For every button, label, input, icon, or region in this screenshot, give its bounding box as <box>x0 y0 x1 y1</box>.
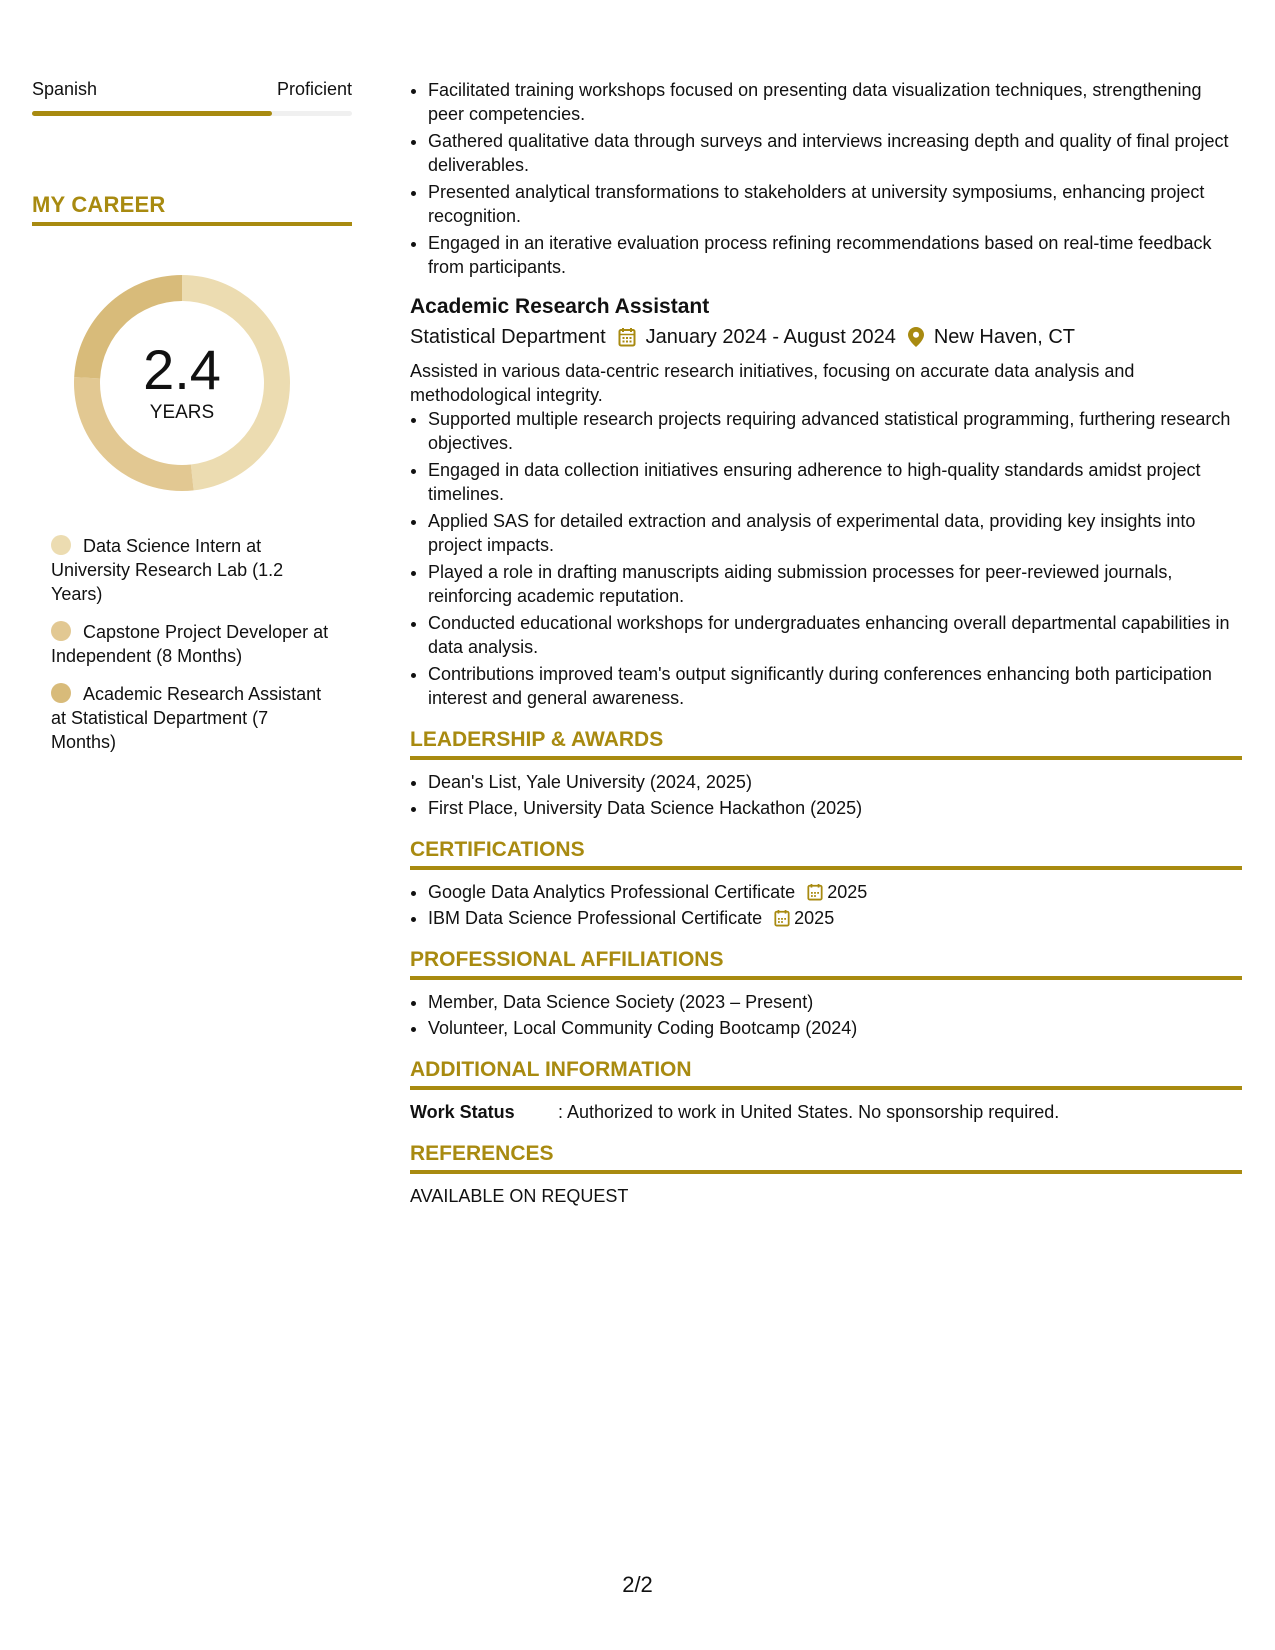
bullet-item: • Applied SAS for detailed extraction and analysis of experimental data, providing key insights into project impacts. <box>428 509 1242 557</box>
career-total-value: 2.4 <box>143 338 221 401</box>
work-status-row <box>410 1100 1242 1124</box>
list-item: • Dean's List, Yale University (2024, 2025) <box>428 770 1242 794</box>
list-item: • Member, Data Science Society (2023 – Present) <box>428 990 1242 1014</box>
certification-item <box>428 880 1242 904</box>
bullet-item: • Supported multiple research projects requiring advanced statistical programming, furthering research objectives. <box>428 407 1242 455</box>
career-total-unit: YEARS <box>149 402 215 423</box>
certifications-list <box>410 880 1242 930</box>
bullet-item: • Presented analytical transformations to stakeholders at university symposiums, enhancing project recognition. <box>428 180 1242 228</box>
calendar-icon <box>618 327 636 347</box>
legend-dot <box>51 621 71 641</box>
certification-year: 2025 <box>827 882 868 902</box>
career-section-title: MY CAREER <box>32 192 352 226</box>
references-section-title: REFERENCES <box>410 1142 1242 1174</box>
legend-label: Data Science Intern at University Research Lab (1.2 Years) <box>51 536 284 604</box>
certification-name: • Google Data Analytics Professional Certificate <box>428 882 796 902</box>
job-title: Academic Research Assistant <box>410 295 710 318</box>
legend-item <box>51 534 336 606</box>
job-dates: January 2024 - August 2024 <box>645 326 896 348</box>
legend-item <box>51 620 336 668</box>
certifications-section-title: CERTIFICATIONS <box>410 838 1242 870</box>
map-pin-icon <box>908 327 924 347</box>
legend-label: Capstone Project Developer at Independent (8 Months) <box>51 622 329 666</box>
bullet-item: • Facilitated training workshops focused on presenting data visualization techniques, strengthening peer competencies. <box>428 78 1242 126</box>
language-proficiency-fill <box>32 111 272 116</box>
language-row <box>32 78 352 100</box>
language-name: Spanish <box>32 79 98 99</box>
job-company: Statistical Department <box>410 326 606 348</box>
job-meta <box>410 323 1242 351</box>
job-bullets <box>410 407 1242 710</box>
bullet-item: • Conducted educational workshops for undergraduates enhancing overall departmental capabilities in data analysis. <box>428 611 1242 659</box>
bullet-item: • Played a role in drafting manuscripts aiding submission processes for peer-reviewed journals, reinforcing academic reputation. <box>428 560 1242 608</box>
bullet-item: • Engaged in an iterative evaluation process refining recommendations based on real-time feedback from participants. <box>428 231 1242 279</box>
bullet-item: • Engaged in data collection initiatives ensuring adherence to high-quality standards amidst project timelines. <box>428 458 1242 506</box>
leadership-list <box>410 770 1242 820</box>
leadership-section-title: LEADERSHIP & AWARDS <box>410 728 1242 760</box>
bullet-item: • Contributions improved team's output significantly during conferences enhancing both participation interest and general awareness. <box>428 662 1242 710</box>
bullet-item: • Gathered qualitative data through surveys and interviews increasing depth and quality of final project deliverables. <box>428 129 1242 177</box>
career-donut-chart <box>67 268 297 498</box>
legend-label: Academic Research Assistant at Statistical Department (7 Months) <box>51 684 322 752</box>
job-description: Assisted in various data-centric research initiatives, focusing on accurate data analysis and methodological integrity. <box>410 361 1135 405</box>
career-legend <box>51 534 336 754</box>
job-location: New Haven, CT <box>933 326 1075 348</box>
main-content <box>410 78 1242 1208</box>
sidebar <box>32 78 352 768</box>
affiliations-section-title: PROFESSIONAL AFFILIATIONS <box>410 948 1242 980</box>
calendar-icon <box>807 883 823 901</box>
work-status-value: : Authorized to work in United States. No sponsorship required. <box>558 1102 1060 1122</box>
legend-dot <box>51 535 71 555</box>
legend-dot <box>51 683 71 703</box>
previous-job-bullets <box>410 78 1242 279</box>
page-number: 2/2 <box>622 1572 653 1597</box>
legend-item <box>51 682 336 754</box>
affiliations-list <box>410 990 1242 1040</box>
language-level: Proficient <box>276 79 352 99</box>
additional-section-title: ADDITIONAL INFORMATION <box>410 1058 1242 1090</box>
language-proficiency-bar <box>32 111 352 116</box>
certification-year: 2025 <box>794 908 835 928</box>
references-text: AVAILABLE ON REQUEST <box>410 1186 629 1206</box>
donut-center <box>67 268 297 498</box>
calendar-icon <box>774 909 790 927</box>
list-item: • Volunteer, Local Community Coding Bootcamp (2024) <box>428 1016 1242 1040</box>
work-status-label: Work Status <box>410 1102 515 1122</box>
certification-name: • IBM Data Science Professional Certificate <box>428 908 763 928</box>
list-item: • First Place, University Data Science Hackathon (2025) <box>428 796 1242 820</box>
certification-item <box>428 906 1242 930</box>
